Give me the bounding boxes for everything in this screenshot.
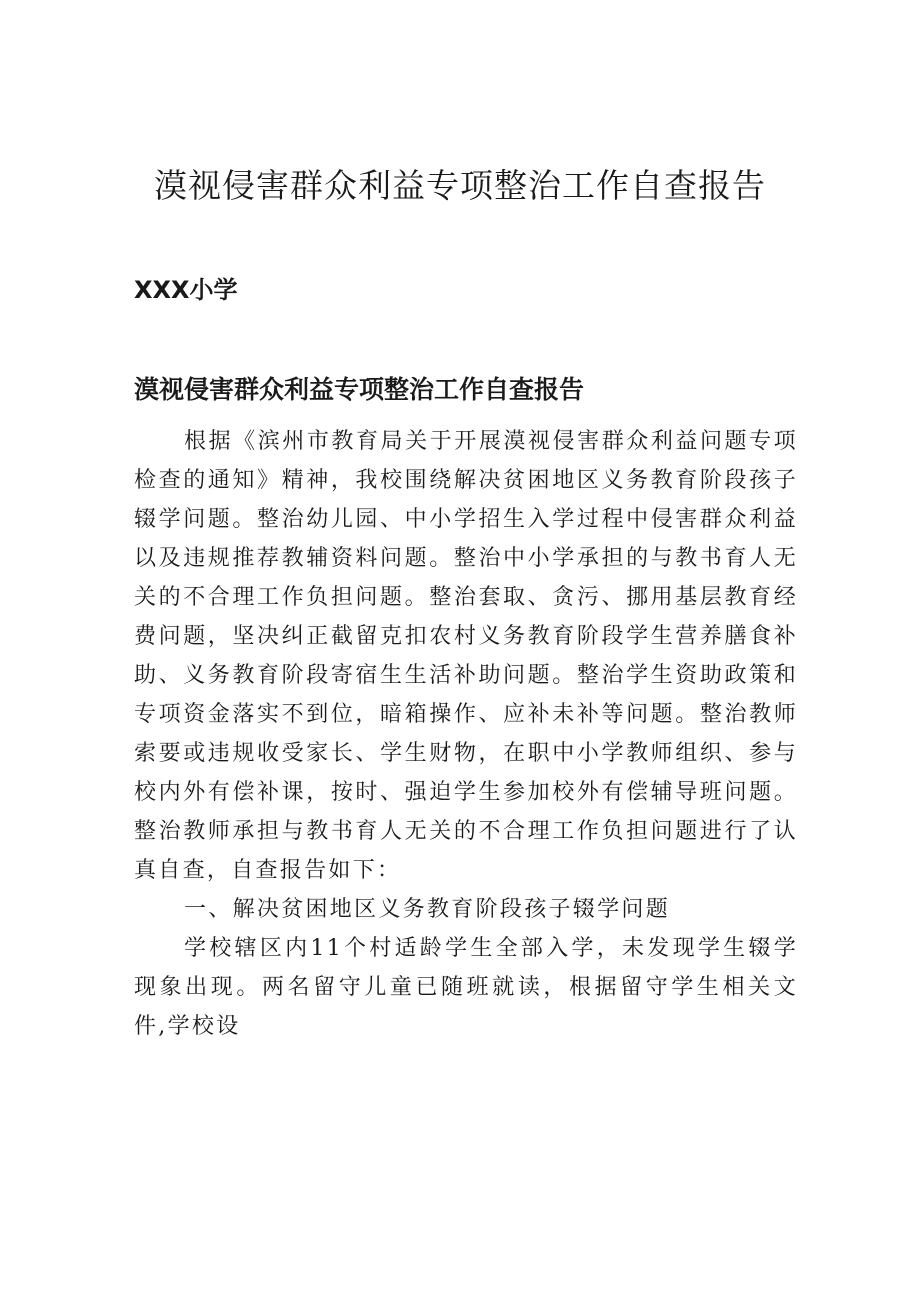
- report-subtitle: 漠视侵害群众利益专项整治工作自查报告: [134, 375, 585, 404]
- school-name: XXX小学: [134, 276, 238, 304]
- report-body: [134, 422, 798, 1046]
- section-paragraph-1: 学校辖区内11个村适龄学生全部入学，未发现学生辍学现象出现。两名留守儿童已随班就读，根据留守学生相关文件,学校设: [134, 936, 798, 1039]
- intro-paragraph: 根据《滨州市教育局关于开展漠视侵害群众利益问题专项检查的通知》精神，我校围绕解决贫困地区义务教育阶段孩子辍学问题。整治幼儿园、中小学招生入学过程中侵害群众利益以及违规推荐教辅资料问题。整治中小学承担的与教书育人无关的不合理工作负担问题。整治套取、贪污、挪用基层教育经费问题，坚决纠正截留克扣农村义务教育阶段学生营养膳食补助、义务教育阶段寄宿生生活补助问题。整治学生资助政策和专项资金落实不到位，暗箱操作、应补未补等问题。整治教师索要或违规收受家长、学生财物，在职中小学教师组织、参与校内外有偿补课，按时、强迫学生参加校外有偿辅导班问题。整治教师承担与教书育人无关的不合理工作负担问题进行了认真自查，自查报告如下：: [134, 429, 798, 883]
- section-heading-1: 一、解决贫困地区义务教育阶段孩子辍学问题: [184, 897, 671, 922]
- document-title: 漠视侵害群众利益专项整治工作自查报告: [154, 166, 766, 205]
